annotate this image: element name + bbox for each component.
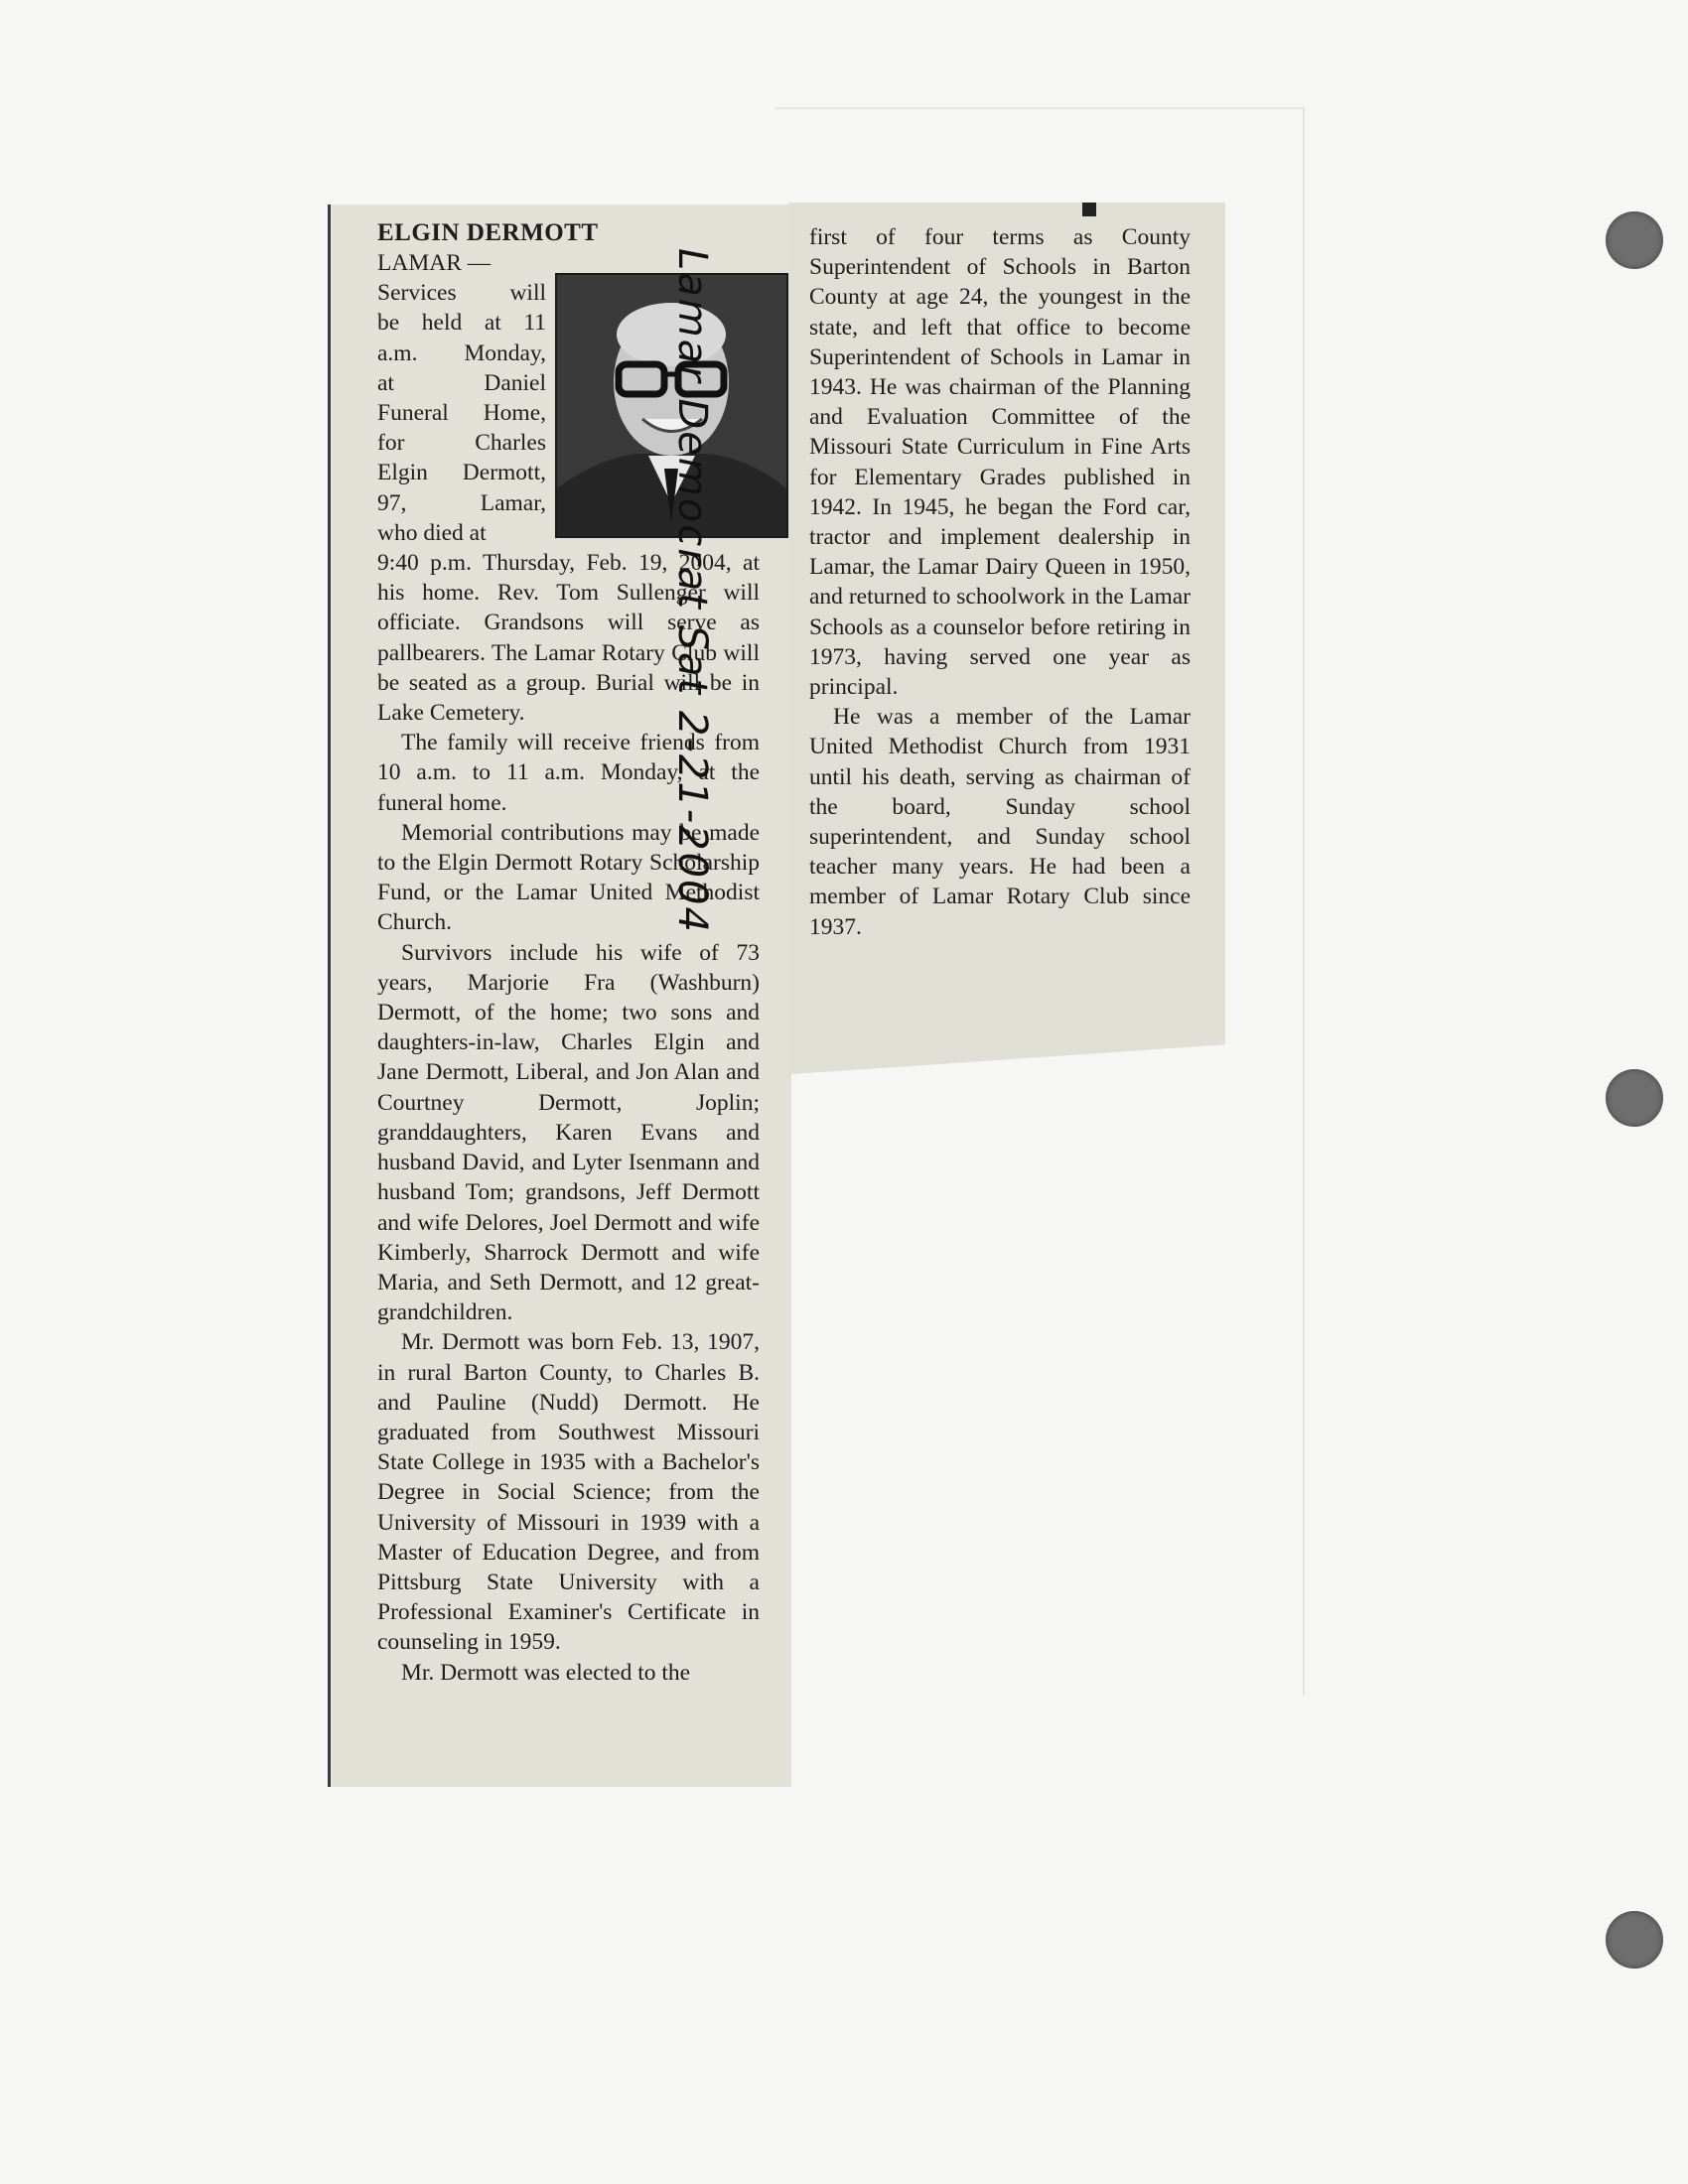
wrap-line: Elgin Dermott,	[377, 460, 546, 486]
handwritten-source-note: Lamar Democrat Sat 2-21-2004	[669, 248, 715, 934]
punch-hole-middle	[1606, 1069, 1663, 1127]
obituary-paragraph: He was a member of the Lamar United Methodist Church from 1931 until his death, serving as chairman of the board, Sunday school superintendent, and Sunday school teacher many years. He had been a member of Lamar Rotary Club since 1937.	[809, 704, 1191, 940]
wrap-line: Services will	[377, 280, 546, 307]
obituary-paragraph: The family will receive friends from 10 a.m. to 11 a.m. Monday, at the funeral home.	[377, 730, 760, 816]
obituary-paragraph: Survivors include his wife of 73 years, Marjorie Fra (Washburn) Dermott, of the home; two sons and daughters-in-law, Charles Elgin and Jane Dermott, Liberal, and Jon Alan and Courtney Dermott, Joplin; granddaughters, Karen Evans and husband David, and Lyter Isenmann and husband Tom; grandsons, Jeff Dermott and wife Delores, Joel Dermott and wife Kimberly, Sharrock Dermott and wife Maria, and Seth Dermott, and 12 great-grandchildren.	[377, 939, 760, 1326]
photo-wrap-text	[377, 278, 546, 548]
wrap-line: who died at	[377, 519, 487, 546]
wrap-line: at Daniel	[377, 369, 546, 396]
wrap-line: a.m. Monday,	[377, 340, 546, 366]
wrap-line: Funeral Home,	[377, 400, 546, 427]
dateline: LAMAR —	[377, 250, 492, 276]
obituary-paragraph: Mr. Dermott was elected to the	[401, 1659, 691, 1686]
wrap-line: 97, Lamar,	[377, 489, 546, 516]
punch-hole-bottom	[1606, 1911, 1663, 1969]
obituary-headline: ELGIN DERMOTT	[377, 219, 599, 246]
obituary-right-column	[809, 222, 1191, 942]
wrap-line: for Charles	[377, 430, 546, 457]
obituary-paragraph: 9:40 p.m. Thursday, Feb. 19, 2004, at his home. Rev. Tom Sullenger will officiate. Grandsons will serve as pallbearers. The Lamar Rotary Club will be seated as a group. Burial will be in Lake Cemetery.	[377, 550, 760, 727]
registration-mark	[1082, 203, 1096, 216]
obituary-paragraph: Mr. Dermott was born Feb. 13, 1907, in rural Barton County, to Charles B. and Pauline (Nudd) Dermott. He graduated from Southwest Missouri State College in 1935 with a Bachelor's Degree in Social Science; from the University of Missouri in 1939 with a Master of Education Degree, and from Pittsburg State University with a Professional Examiner's Certificate in counseling in 1959.	[377, 1329, 760, 1656]
wrap-line: be held at 11	[377, 310, 546, 337]
obituary-paragraph: Memorial contributions may be made to the Elgin Dermott Rotary Scholarship Fund, or the Lamar United Methodist Church.	[377, 819, 760, 936]
punch-hole-top	[1606, 211, 1663, 269]
obituary-paragraph: first of four terms as County Superintendent of Schools in Barton County at age 24, the youngest in the state, and left that office to become Superintendent of Schools in Lamar in 1943. He was chairman of the Planning and Evaluation Committee of the Missouri State Curriculum in Fine Arts for Elementary Grades published in 1942. In 1945, he began the Ford car, tractor and implement dealership in Lamar, the Lamar Dairy Queen in 1950, and returned to schoolwork in the Lamar Schools as a counselor before retiring in 1973, having served one year as principal.	[809, 224, 1191, 701]
